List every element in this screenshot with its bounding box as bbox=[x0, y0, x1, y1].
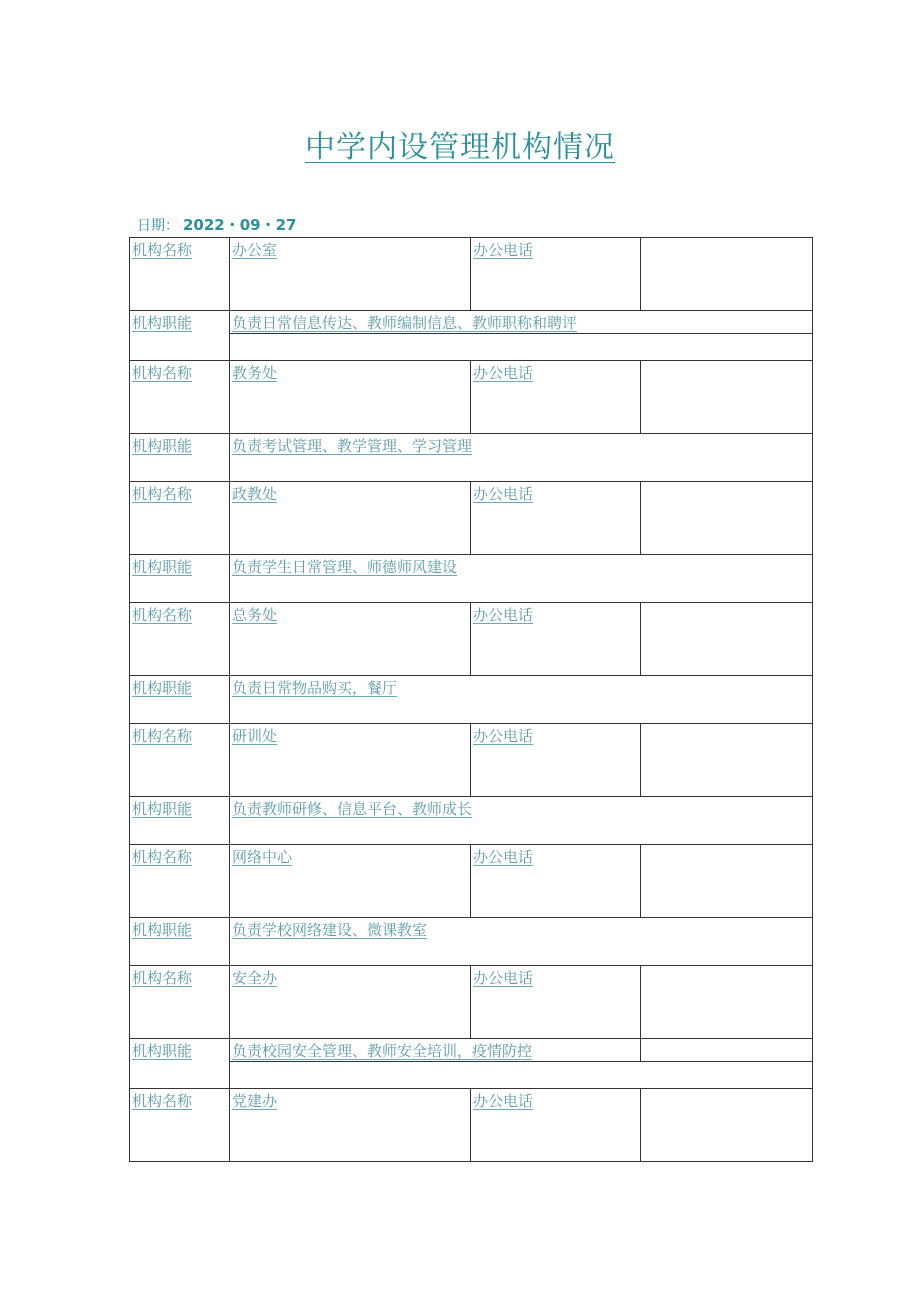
blank-cell bbox=[641, 1039, 813, 1062]
org-function-label-cell: 机构职能 bbox=[130, 555, 230, 603]
blank-cell bbox=[230, 1062, 813, 1089]
org-name-label-cell: 机构名称 bbox=[130, 1089, 230, 1162]
org-name-row bbox=[130, 1089, 813, 1162]
org-phone-label-cell: 办公电话 bbox=[471, 845, 641, 918]
date-line bbox=[137, 214, 297, 235]
org-phone-label-cell: 办公电话 bbox=[471, 361, 641, 434]
org-phone-label-cell: 办公电话 bbox=[471, 603, 641, 676]
org-name-cell: 研训处 bbox=[230, 724, 471, 797]
org-name-label-cell: 机构名称 bbox=[130, 966, 230, 1039]
org-phone-value-cell bbox=[641, 361, 813, 434]
org-name-cell: 政教处 bbox=[230, 482, 471, 555]
org-table bbox=[129, 237, 813, 1162]
org-name-row bbox=[130, 966, 813, 1039]
org-function-extra-row bbox=[130, 1062, 813, 1089]
org-phone-label-cell: 办公电话 bbox=[471, 238, 641, 311]
org-function-label-cell: 机构职能 bbox=[130, 918, 230, 966]
org-function-label-cell: 机构职能 bbox=[130, 1039, 230, 1062]
org-phone-label-cell: 办公电话 bbox=[471, 1089, 641, 1162]
org-phone-value-cell bbox=[641, 966, 813, 1039]
org-function-row bbox=[130, 918, 813, 966]
org-name-label-cell: 机构名称 bbox=[130, 482, 230, 555]
org-function-cell: 负责校园安全管理、教师安全培训，疫情防控 bbox=[230, 1039, 641, 1062]
date-label: 日期： bbox=[137, 218, 179, 234]
page-title-text: 中学内设管理机构情况 bbox=[305, 130, 615, 165]
org-phone-value-cell bbox=[641, 845, 813, 918]
org-function-cell: 负责日常信息传达、教师编制信息、教师职称和聘评 bbox=[230, 311, 813, 334]
org-name-row bbox=[130, 238, 813, 311]
org-function-label-cell: 机构职能 bbox=[130, 797, 230, 845]
org-name-label-cell: 机构名称 bbox=[130, 361, 230, 434]
org-function-row bbox=[130, 311, 813, 334]
org-function-row bbox=[130, 676, 813, 724]
blank-cell bbox=[230, 334, 813, 361]
org-phone-label-cell: 办公电话 bbox=[471, 724, 641, 797]
org-function-label-cell: 机构职能 bbox=[130, 676, 230, 724]
org-phone-value-cell bbox=[641, 238, 813, 311]
org-phone-value-cell bbox=[641, 482, 813, 555]
org-function-cell: 负责教师研修、信息平台、教师成长 bbox=[230, 797, 813, 845]
org-phone-label-cell: 办公电话 bbox=[471, 966, 641, 1039]
org-name-row bbox=[130, 482, 813, 555]
org-name-cell: 安全办 bbox=[230, 966, 471, 1039]
org-name-row bbox=[130, 845, 813, 918]
org-name-row bbox=[130, 361, 813, 434]
org-function-row bbox=[130, 555, 813, 603]
org-function-row bbox=[130, 797, 813, 845]
org-function-cell: 负责学校网络建设、微课教室 bbox=[230, 918, 813, 966]
org-phone-label-cell: 办公电话 bbox=[471, 482, 641, 555]
org-name-cell: 总务处 bbox=[230, 603, 471, 676]
org-name-label-cell: 机构名称 bbox=[130, 845, 230, 918]
org-name-cell: 网络中心 bbox=[230, 845, 471, 918]
org-function-extra-row bbox=[130, 334, 813, 361]
org-name-row bbox=[130, 603, 813, 676]
org-name-row bbox=[130, 724, 813, 797]
org-name-label-cell: 机构名称 bbox=[130, 724, 230, 797]
org-name-label-cell: 机构名称 bbox=[130, 603, 230, 676]
org-name-cell: 党建办 bbox=[230, 1089, 471, 1162]
org-function-label-cell: 机构职能 bbox=[130, 311, 230, 334]
org-function-cell: 负责学生日常管理、师德师风建设 bbox=[230, 555, 813, 603]
org-function-row bbox=[130, 434, 813, 482]
org-function-label-cell: 机构职能 bbox=[130, 434, 230, 482]
org-phone-value-cell bbox=[641, 724, 813, 797]
org-name-cell: 教务处 bbox=[230, 361, 471, 434]
org-phone-value-cell bbox=[641, 603, 813, 676]
date-value: 2022・09・27 bbox=[183, 216, 297, 234]
org-function-row bbox=[130, 1039, 813, 1062]
org-name-cell: 办公室 bbox=[230, 238, 471, 311]
blank-cell bbox=[130, 1062, 230, 1089]
org-function-cell: 负责考试管理、教学管理、学习管理 bbox=[230, 434, 813, 482]
org-function-cell: 负责日常物品购买，餐厅 bbox=[230, 676, 813, 724]
page-title bbox=[0, 122, 920, 166]
org-phone-value-cell bbox=[641, 1089, 813, 1162]
blank-cell bbox=[130, 334, 230, 361]
org-name-label-cell: 机构名称 bbox=[130, 238, 230, 311]
